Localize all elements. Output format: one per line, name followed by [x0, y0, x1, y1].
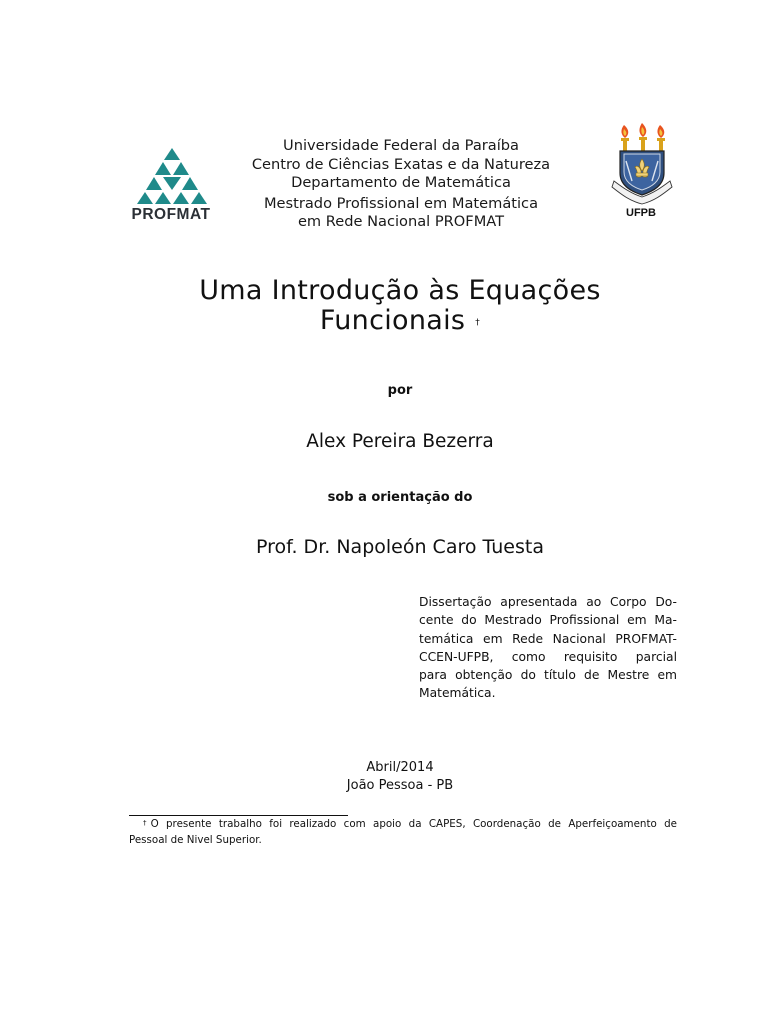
- dissertation-line: Dissertação apresentada ao Corpo Do-: [419, 595, 677, 609]
- dissertation-line: Matemática.: [419, 686, 496, 701]
- footnote-mark: †: [143, 819, 151, 827]
- title-line-2: Funcionais †: [319, 305, 481, 336]
- footnote: [129, 817, 677, 848]
- institution-program: Mestrado Profissional em Matemática: [263, 194, 539, 212]
- title-line-1: Uma Introdução às Equações: [199, 275, 601, 306]
- footnote-divider: [129, 815, 348, 816]
- thesis-title: [120, 276, 680, 336]
- profmat-logo-text: PROFMAT: [131, 206, 211, 223]
- by-label: por: [387, 383, 413, 398]
- institution-university: Universidade Federal da Paraíba: [283, 137, 519, 154]
- footnote-line-2: Pessoal de Nivel Superior.: [129, 833, 262, 846]
- dissertation-line: para obtenção do título de Mestre em: [419, 668, 677, 683]
- institution-network: em Rede Nacional PROFMAT: [297, 213, 505, 230]
- place: João Pessoa - PB: [346, 778, 454, 793]
- institution-department: Departamento de Matemática: [291, 174, 511, 191]
- title-footnote-mark: †: [475, 318, 481, 328]
- author-name: Alex Pereira Bezerra: [306, 431, 494, 452]
- institution-center: Centro de Ciências Exatas e da Natureza: [251, 155, 551, 173]
- profmat-triangle-icon: [137, 148, 207, 204]
- advisor-label: sob a orientação do: [327, 490, 473, 505]
- dissertation-line: temática em Rede Nacional PROFMAT-: [419, 631, 677, 646]
- dissertation-statement: [419, 593, 677, 703]
- footnote-line-1: †O presente trabalho foi realizado com apoio da CAPES, Coordenação de Aperfeiçoamento de: [143, 818, 677, 830]
- institution-block: [220, 137, 582, 232]
- date: Abril/2014: [366, 760, 434, 775]
- dissertation-line: CCEN-UFPB, como requisito parcial: [419, 649, 677, 664]
- date-place-block: [300, 759, 500, 795]
- dissertation-line: cente do Mestrado Profissional em Ma-: [419, 613, 677, 628]
- ufpb-crest-icon: [610, 121, 674, 207]
- ufpb-logo-text: UFPB: [626, 207, 656, 219]
- advisor-name: Prof. Dr. Napoleón Caro Tuesta: [256, 536, 544, 558]
